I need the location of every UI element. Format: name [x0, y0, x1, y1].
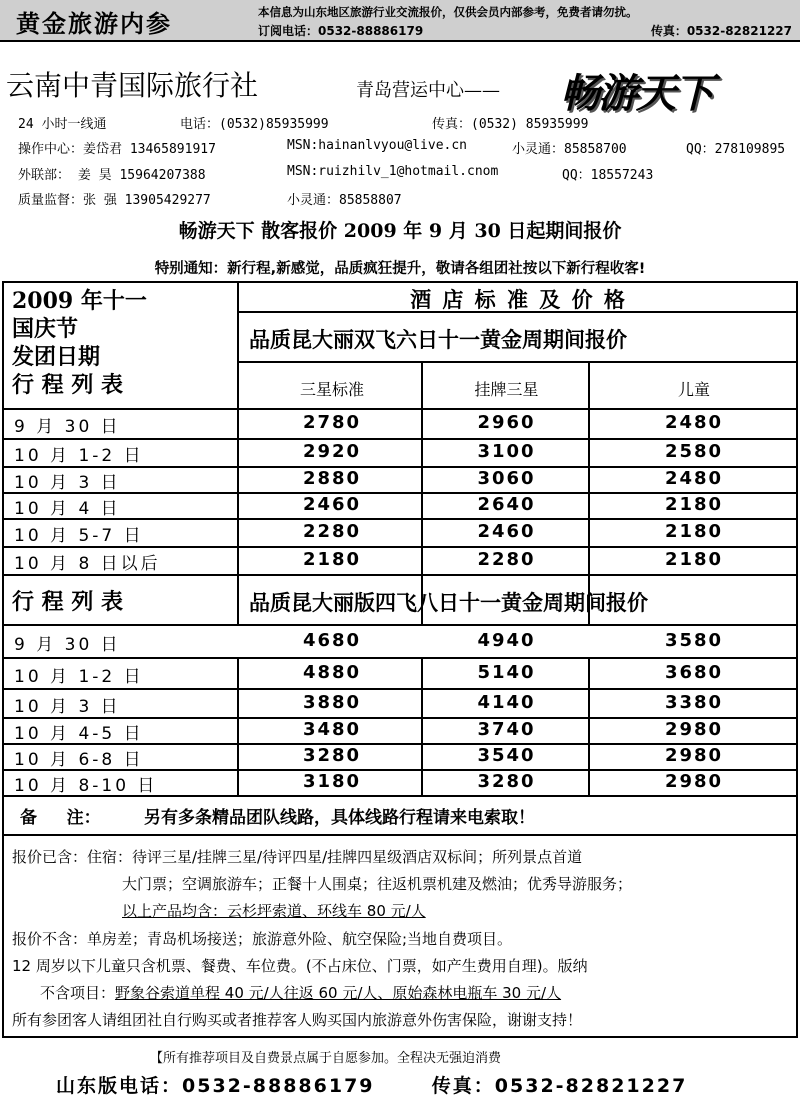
tour1-row4-price2: 2640	[477, 494, 536, 515]
tour1-row6-price3: 2180	[664, 549, 724, 570]
excluded-line: 报价不含：单房差；青岛机场接送；旅游意外险、航空保险;当地自费项目。	[12, 930, 513, 948]
tour2-row4-price3: 2980	[664, 719, 724, 740]
tour1-row4-price1: 2460	[302, 494, 362, 515]
hotline: 24 小时一线通	[18, 117, 107, 132]
included-line-2: 大门票；空调旅游车；正餐十人围桌；往返机票机建及燃油；优秀导游服务；	[122, 875, 633, 893]
tour1-row4-price3: 2180	[664, 494, 724, 515]
child-line-2	[40, 982, 561, 1003]
tour1-row3-price3: 2480	[664, 468, 724, 489]
col-header-listed-three-star: 挂牌三星	[474, 380, 539, 399]
liaison-qq: QQ：18557243	[562, 168, 654, 183]
tour2-row3-price1: 3880	[302, 692, 362, 713]
insurance-line: 所有参团客人请组团社自行购买或者推荐客人购买国内旅游意外伤害保险，谢谢支持！	[12, 1011, 583, 1029]
tour1-title: 品质昆大丽双飞六日十一黄金周期间报价	[249, 327, 627, 352]
tour2-row1-price3: 3580	[664, 630, 724, 651]
footer-note: 【所有推荐项目及自费景点属于自愿参加。全程决无强迫消费	[150, 1051, 502, 1066]
fax: 传真：(0532) 85935999	[432, 117, 589, 132]
tour1-row2-price2: 3100	[477, 441, 536, 462]
tour1-row2-price1: 2920	[302, 441, 362, 462]
tour1-row1-price2: 2960	[477, 412, 536, 433]
tour2-row5-price2: 3540	[477, 745, 536, 766]
included-line-1: 报价已含：住宿：待评三星/挂牌三星/待评四星/挂牌四星级酒店双标间；所列景点首道	[12, 848, 583, 866]
tour1-row1-date: 9 月 30 日	[14, 417, 121, 437]
tour1-row6-price1: 2180	[302, 549, 362, 570]
headline: 畅游天下 散客报价 2009 年 9 月 30 日起期间报价	[178, 220, 622, 242]
tour2-row4-date: 10 月 4-5 日	[14, 724, 144, 744]
tour2-row3-price2: 4140	[477, 692, 536, 713]
tour1-row5-price3: 2180	[664, 521, 724, 542]
child-line-2-items: 野象谷索道单程 40 元/人往返 60 元/人、原始森林电瓶车 30 元/人	[115, 984, 562, 1002]
tour2-row1-date: 9 月 30 日	[14, 635, 121, 655]
tour1-row3-price1: 2880	[302, 468, 362, 489]
tour2-row6-price1: 3180	[302, 771, 362, 792]
agency-name: 云南中青国际旅行社	[6, 69, 259, 102]
tour2-row1-price2: 4940	[477, 630, 536, 651]
tour1-row3-price2: 3060	[477, 468, 536, 489]
tour2-row2-price3: 3680	[664, 662, 724, 683]
tour2-row2-price2: 5140	[477, 662, 536, 683]
tour1-row1-price1: 2780	[302, 412, 362, 433]
remark-text: 另有多条精品团队线路，具体线路行程请来电索取！	[144, 808, 535, 828]
banner-subscribe-phone: 订阅电话：0532-88886179	[258, 24, 424, 38]
banner-fax: 传真：0532-82821227	[650, 24, 792, 38]
tour2-row2-date: 10 月 1-2 日	[14, 667, 144, 687]
tour2-row3-price3: 3380	[664, 692, 724, 713]
special-notice: 特别通知：新行程,新感觉，品质疯狂提升，敬请各组团社按以下新行程收客!	[154, 261, 646, 277]
tour2-title: 品质昆大丽版四飞八日十一黄金周期间报价	[249, 590, 648, 615]
tour2-row4-price2: 3740	[477, 719, 536, 740]
tour2-row5-price1: 3280	[302, 745, 362, 766]
tour2-row6-price2: 3280	[477, 771, 536, 792]
tour1-row5-price1: 2280	[302, 521, 362, 542]
tour2-row1-price1: 4680	[302, 630, 362, 651]
liaison-msn: MSN:ruizhilv_1@hotmail.cnom	[287, 164, 499, 179]
included-line-3: 以上产品均含：云杉坪索道、环线车 80 元/人	[122, 902, 426, 920]
tour2-row5-date: 10 月 6-8 日	[14, 750, 144, 770]
top-banner	[0, 0, 800, 42]
footer-contacts	[56, 1071, 687, 1098]
tour1-row2-date: 10 月 1-2 日	[14, 446, 144, 466]
operator-xlt: 小灵通：85858700	[512, 142, 627, 157]
tour1-row6-date: 10 月 8 日以后	[14, 554, 161, 574]
remark-label: 备 注：	[20, 808, 101, 828]
tel: 电话：(0532)85935999	[180, 117, 329, 132]
tour1-row6-price2: 2280	[477, 549, 536, 570]
col-header-three-star: 三星标准	[299, 380, 364, 399]
agency-branch: 青岛营运中心——	[356, 80, 500, 101]
operator-qq: QQ：278109895	[686, 142, 786, 157]
banner-brand: 黄金旅游内参	[16, 10, 172, 38]
tour2-row6-date: 10 月 8-10 日	[14, 776, 158, 796]
quality: 质量监督：张 强 13905429277	[18, 193, 211, 208]
tour2-row2-price1: 4880	[302, 662, 362, 683]
tour2-row5-price3: 2980	[664, 745, 724, 766]
slogan-logo: 畅游天下	[560, 70, 712, 117]
left-header-year: 2009 年十一	[12, 288, 147, 314]
quality-xlt: 小灵通：85858807	[287, 193, 402, 208]
tour1-row2-price3: 2580	[664, 441, 724, 462]
left-header-itinerary: 行 程 列 表	[12, 372, 123, 398]
tour1-row5-date: 10 月 5-7 日	[14, 526, 144, 546]
banner-disclaimer: 本信息为山东地区旅游行业交流报价，仅供会员内部参考，免费者请勿扰。	[258, 5, 638, 19]
footer-fax: 传真：0532-82821227	[431, 1075, 688, 1097]
tour1-row1-price3: 2480	[664, 412, 724, 433]
child-line-2-prefix: 不含项目：	[40, 984, 116, 1002]
price-table	[2, 281, 798, 1038]
left-header-holiday: 国庆节	[12, 316, 79, 342]
operator-msn: MSN:hainanlvyou@live.cn	[287, 138, 468, 153]
hotel-standard-header: 酒 店 标 准 及 价 格	[410, 287, 627, 312]
tour2-left-header: 行 程 列 表	[12, 589, 123, 615]
operator: 操作中心：姜岱君 13465891917	[18, 142, 216, 157]
tour2-row4-price1: 3480	[302, 719, 362, 740]
tour1-row5-price2: 2460	[477, 521, 536, 542]
tour2-row6-price3: 2980	[664, 771, 724, 792]
child-line-1: 12 周岁以下儿童只含机票、餐费、车位费。(不占床位、门票，如产生费用自理)。版纳	[12, 957, 588, 975]
liaison: 外联部： 姜 昊 15964207388	[18, 168, 206, 183]
col-header-child: 儿童	[677, 380, 710, 399]
left-header-dates: 发团日期	[12, 344, 101, 370]
tour1-row4-date: 10 月 4 日	[14, 499, 121, 519]
footer-tel: 山东版电话：0532-88886179	[56, 1075, 375, 1097]
tour2-row3-date: 10 月 3 日	[14, 697, 121, 717]
tour1-row3-date: 10 月 3 日	[14, 473, 121, 493]
